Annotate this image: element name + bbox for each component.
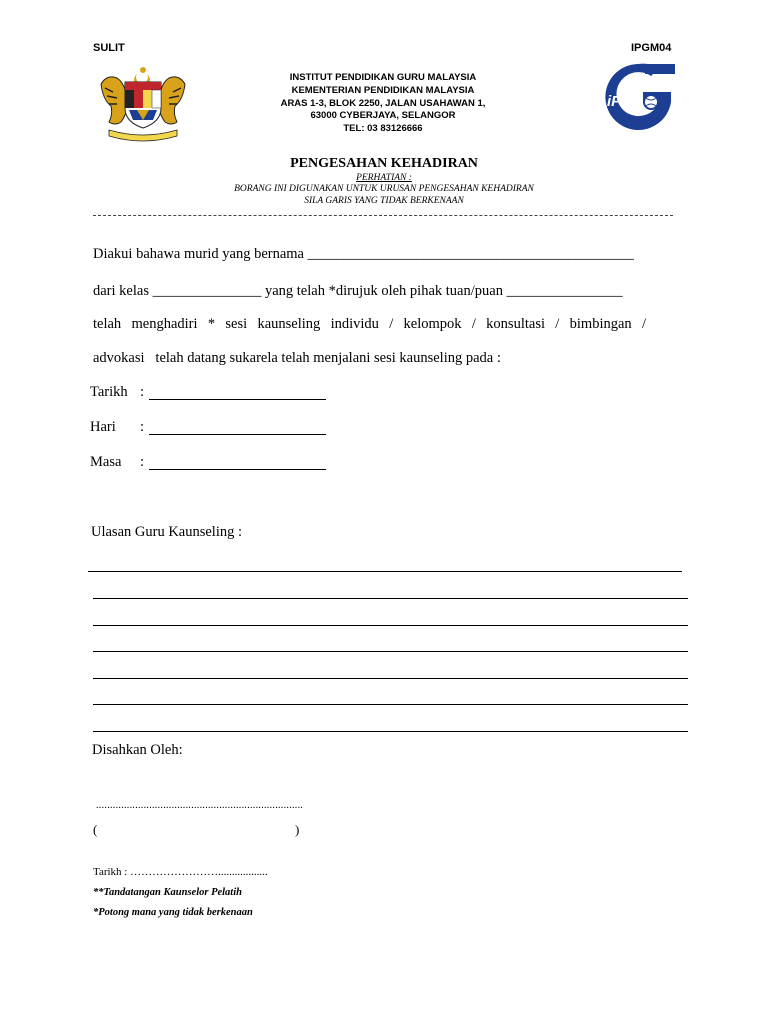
day-label: Hari (90, 419, 116, 435)
signature-line[interactable]: .......................................................................... (96, 800, 304, 811)
form-code: IPGM04 (631, 42, 672, 54)
date-colon: : (140, 384, 145, 400)
notice-line-2: SILA GARIS YANG TIDAK BERKENAAN (304, 196, 464, 206)
institution-address (240, 72, 526, 136)
notice-label: PERHATIAN : (356, 173, 412, 183)
time-colon: : (140, 454, 145, 470)
comment-line[interactable] (93, 731, 688, 732)
session-type-line: telah menghadiri * sesi kaunseling individu / kelompok / konsultasi / bimbingan / (93, 316, 646, 332)
postcode-line: 63000 CYBERJAYA, SELANGOR (310, 110, 456, 122)
ipg-logo-icon (601, 62, 675, 132)
ministry-name: KEMENTERIAN PENDIDIKAN MALAYSIA (291, 84, 475, 96)
signature-date-line: Tarikh : …………………….................. (93, 866, 268, 878)
session-attendance-line: advokasi telah datang sukarela telah menjalani sesi kaunseling pada : (93, 350, 501, 366)
comment-line[interactable] (93, 598, 688, 599)
address-line: ARAS 1-3, BLOK 2250, JALAN USAHAWAN 1, (280, 97, 486, 109)
date-field[interactable] (149, 399, 326, 400)
name-close-paren: ) (295, 822, 300, 837)
student-name-line: Diakui bahawa murid yang bernama _____________________________________________ (93, 246, 634, 262)
day-colon: : (140, 419, 145, 435)
comment-line[interactable] (93, 704, 688, 705)
class-referral-line: dari kelas _______________ yang telah *dirujuk oleh pihak tuan/puan ________________ (93, 283, 623, 299)
counselor-comments-label: Ulasan Guru Kaunseling : (91, 524, 243, 540)
dashed-divider (93, 215, 673, 216)
coat-of-arms-icon (95, 64, 191, 144)
comment-line[interactable] (93, 678, 688, 679)
comment-line[interactable] (93, 651, 688, 652)
date-label: Tarikh (90, 384, 128, 400)
form-title: PENGESAHAN KEHADIRAN (290, 156, 478, 171)
institution-name: INSTITUT PENDIDIKAN GURU MALAYSIA (289, 72, 477, 83)
time-label: Masa (90, 454, 122, 470)
comment-line[interactable] (88, 571, 682, 572)
notice-line-1: BORANG INI DIGUNAKAN UNTUK URUSAN PENGESAHAN KEHADIRAN (234, 184, 534, 194)
day-field[interactable] (149, 434, 326, 435)
telephone-line: TEL: 03 83126666 (343, 123, 423, 135)
name-open-paren: ( (93, 822, 98, 837)
trainee-signature-note: **Tandatangan Kaunselor Pelatih (93, 887, 242, 898)
classification-label: SULIT (93, 42, 125, 54)
comment-line[interactable] (93, 625, 688, 626)
strike-out-note: *Potong mana yang tidak berkenaan (93, 907, 253, 918)
logo-text: iPG (607, 93, 633, 110)
time-field[interactable] (149, 469, 326, 470)
verified-by-label: Disahkan Oleh: (92, 742, 183, 758)
